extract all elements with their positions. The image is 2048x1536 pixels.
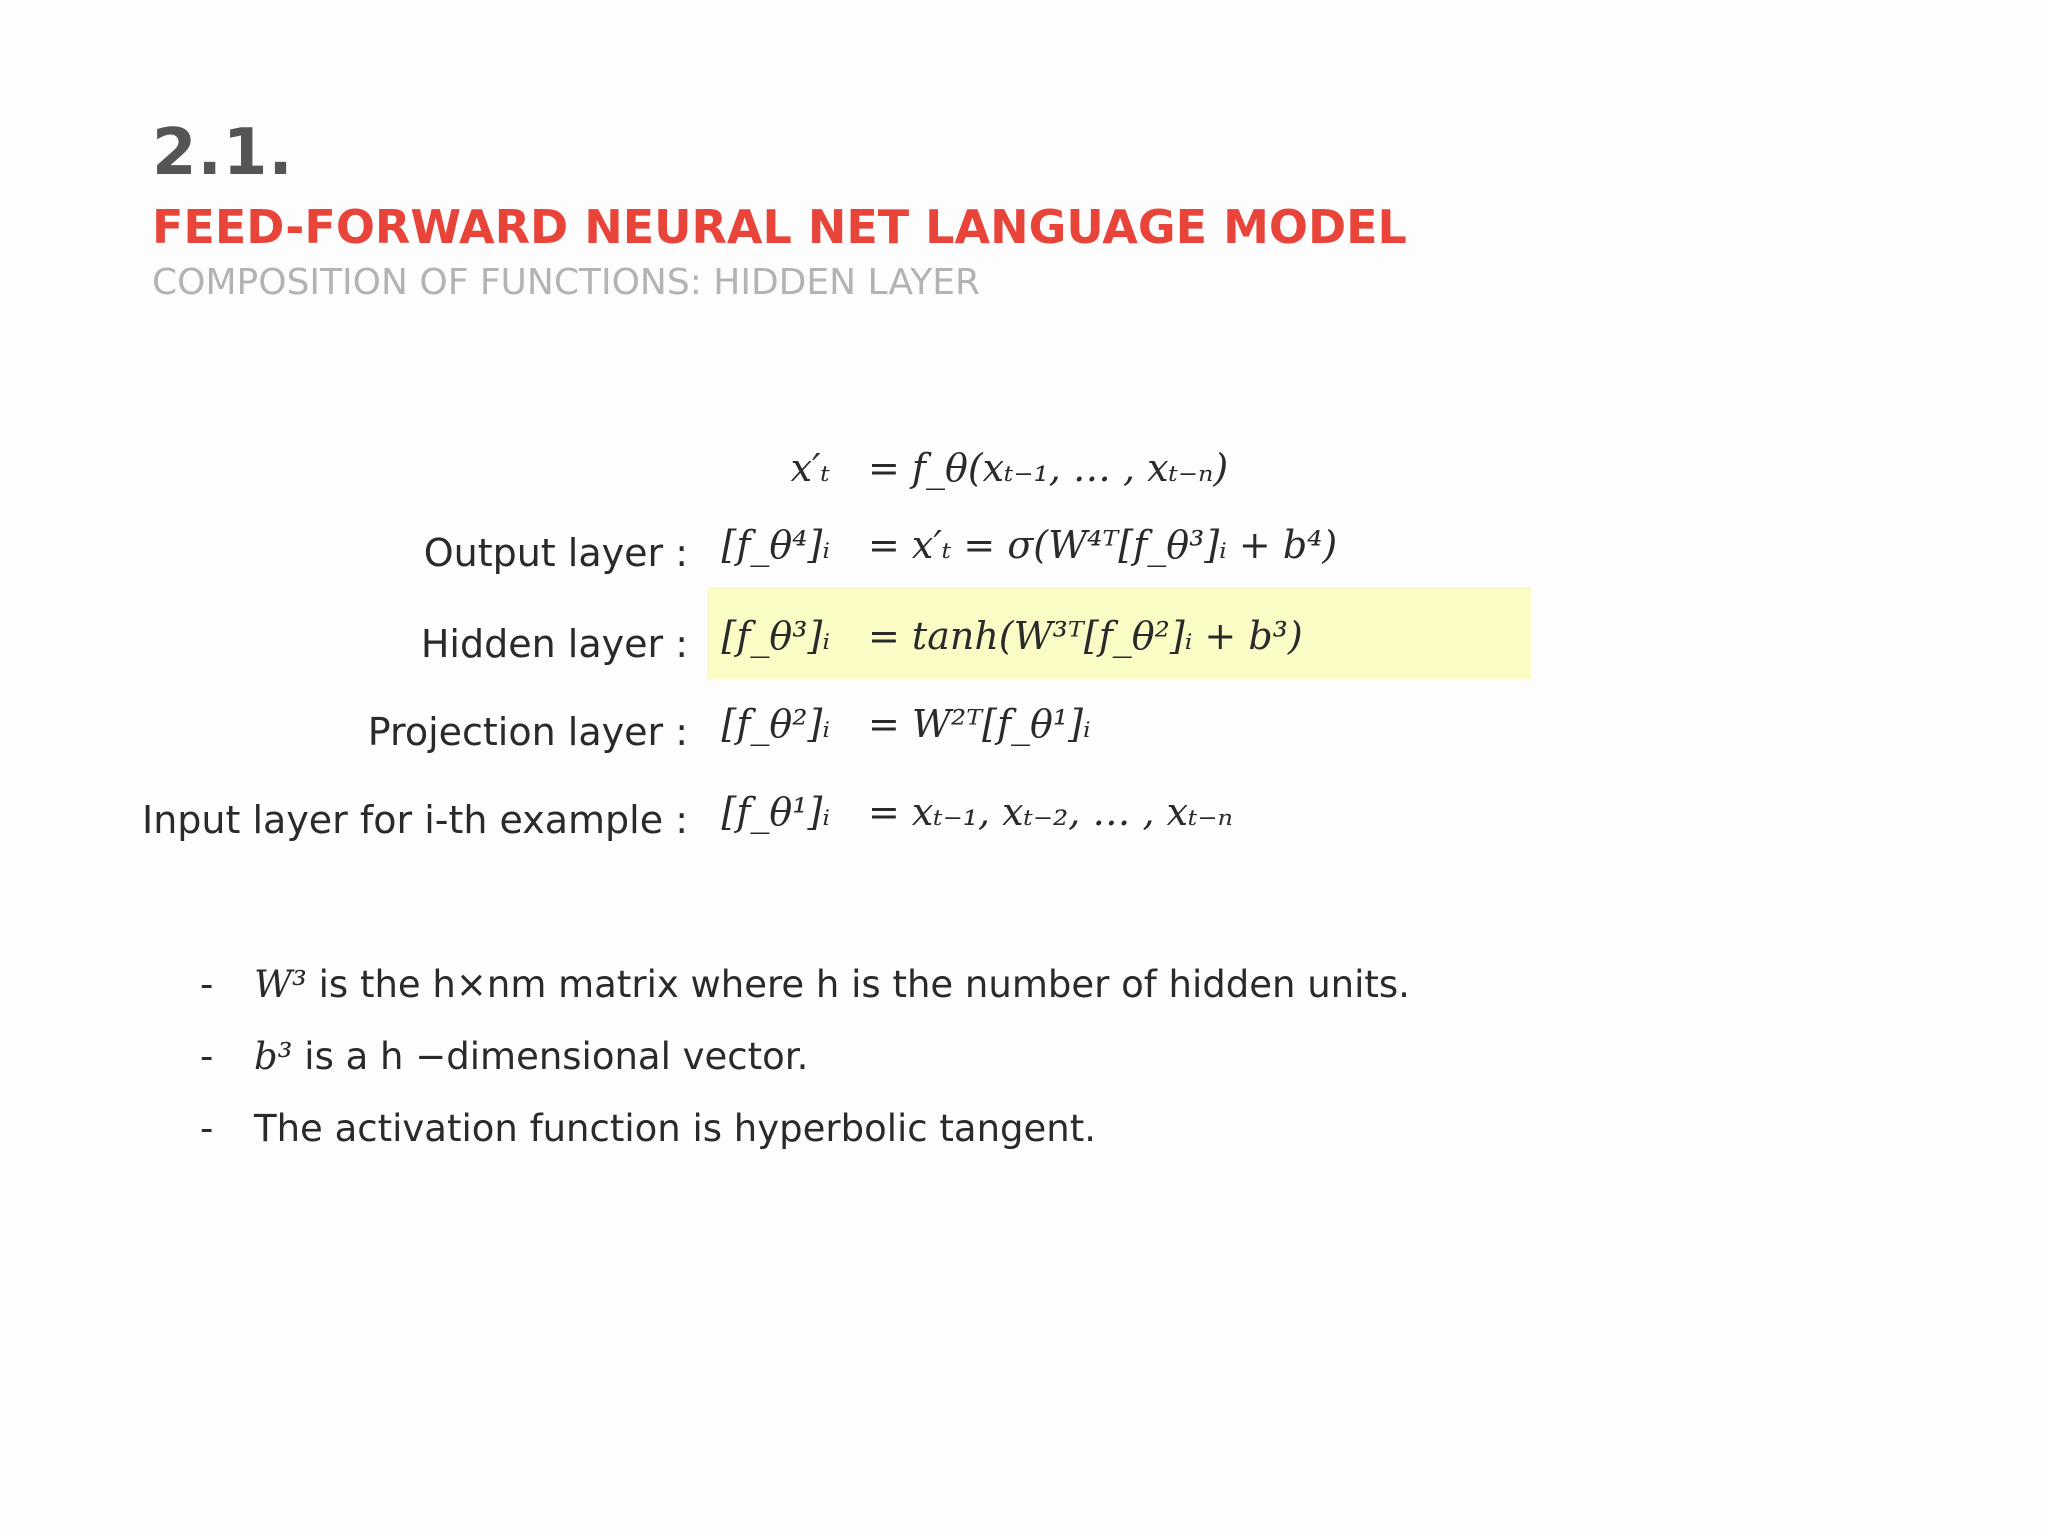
bullet-body: The activation function is hyperbolic tangent. [254, 1107, 1097, 1150]
equation-lhs: [f_θ⁴]ᵢ [721, 523, 830, 567]
equation-rhs: = W²ᵀ[f_θ¹]ᵢ [868, 702, 1091, 746]
bullet-math: b³ [254, 1035, 293, 1078]
equation-label: Output layer : [423, 531, 688, 575]
bullet-body: is a h −dimensional vector. [292, 1035, 809, 1078]
section-number: 2.1. [152, 116, 294, 190]
equation-row-projection-layer [0, 692, 2048, 772]
equation-rhs: = x′ₜ = σ(W⁴ᵀ[f_θ³]ᵢ + b⁴) [868, 523, 1338, 567]
bullet-math: W³ [254, 963, 307, 1006]
equation-lhs: [f_θ¹]ᵢ [721, 790, 830, 834]
bullet-text [254, 1107, 1096, 1150]
equation-row-input-layer [0, 780, 2048, 860]
bullet-body: is the h×nm matrix where h is the number of hidden units. [306, 963, 1410, 1006]
slide-subtitle: COMPOSITION OF FUNCTIONS: HIDDEN LAYER [152, 262, 980, 303]
bullet-dash: - [200, 963, 214, 1006]
equation-lhs: [f_θ³]ᵢ [721, 614, 830, 658]
bullet-text [254, 963, 1410, 1006]
bullet-dash: - [200, 1035, 214, 1078]
equation-lhs: x′ₜ [790, 446, 830, 490]
equation-row-definition [0, 436, 2048, 516]
equation-rhs: = tanh(W³ᵀ[f_θ²]ᵢ + b³) [868, 614, 1303, 658]
equation-rhs: = f_θ(xₜ₋₁, … , xₜ₋ₙ) [868, 446, 1229, 490]
bullet-dash: - [200, 1107, 214, 1150]
equation-rhs: = xₜ₋₁, xₜ₋₂, … , xₜ₋ₙ [868, 790, 1233, 834]
equation-lhs: [f_θ²]ᵢ [721, 702, 830, 746]
equation-row-output-layer [0, 513, 2048, 593]
equation-label: Hidden layer : [420, 622, 688, 666]
equation-label: Projection layer : [367, 710, 688, 754]
slide-title: FEED-FORWARD NEURAL NET LANGUAGE MODEL [152, 200, 1407, 254]
equation-label: Input layer for i-th example : [142, 798, 688, 842]
equation-row-hidden-layer [0, 604, 2048, 684]
bullet-text [254, 1035, 808, 1078]
